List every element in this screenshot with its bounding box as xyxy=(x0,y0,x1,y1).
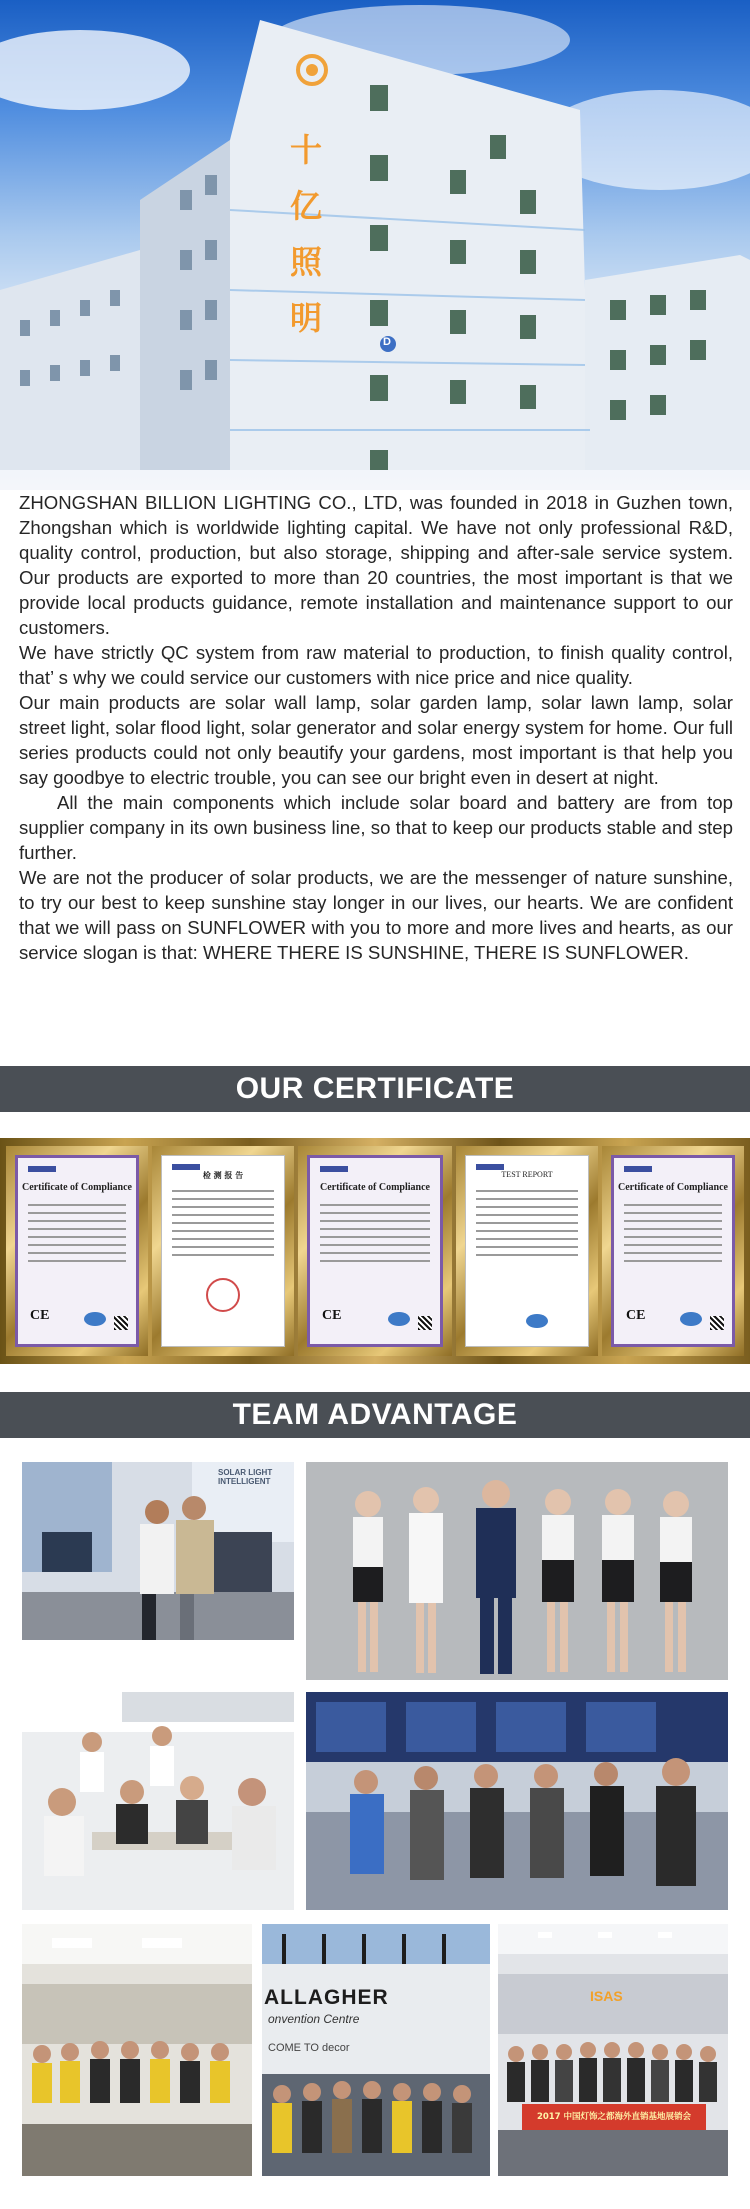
door-letter: D xyxy=(383,336,391,348)
certificate-body xyxy=(320,1204,430,1268)
certificate-body xyxy=(28,1204,126,1268)
certificate-frame xyxy=(6,1146,148,1356)
certificate-gallery xyxy=(0,1138,750,1364)
about-paragraph: ZHONGSHAN BILLION LIGHTING CO., LTD, was founded in 2018 in Guzhen town, Zhongshan which is worldwide lighting capital. We have not only professional R&D, quality control, production, but also storage, shipping and after-sale service system. Our products are exported to more than 20 countries, the most important is that we provide local products guidance, remote installation and maintenance support to our customers. xyxy=(19,492,733,638)
qr-code-icon xyxy=(418,1316,432,1330)
certificate-frame xyxy=(602,1146,744,1356)
seal-icon xyxy=(526,1314,548,1328)
team-photo-customer-meeting xyxy=(22,1692,294,1910)
certificate-title: Certificate of Compliance xyxy=(618,1182,728,1193)
venue-sign-sub: onvention Centre xyxy=(268,2012,360,2026)
sign-char: 十 xyxy=(289,131,322,169)
stamp-icon xyxy=(206,1278,240,1312)
certificate-title: TEST REPORT xyxy=(501,1170,553,1179)
certificate-body xyxy=(476,1190,578,1262)
certificate-body xyxy=(624,1204,722,1268)
certificate-heading: OUR CERTIFICATE xyxy=(0,1066,750,1112)
certificate-frame xyxy=(456,1146,598,1356)
qr-code-icon xyxy=(114,1316,128,1330)
certificate-title: Certificate of Compliance xyxy=(22,1182,132,1193)
sign-char: 明 xyxy=(289,299,322,337)
team-photo-yellow-team xyxy=(22,1924,252,2176)
certificate-document xyxy=(465,1155,589,1347)
exhibition-logo: ISAS xyxy=(590,1988,623,2004)
team-photo-trade-show-crowd xyxy=(306,1692,728,1910)
sign-char: 照 xyxy=(289,243,322,281)
company-description xyxy=(19,490,733,965)
team-photo-overseas-exhibition xyxy=(498,1924,728,2176)
certificate-title: 检 测 报 告 xyxy=(202,1171,244,1180)
logo-icon xyxy=(624,1166,652,1172)
certificate-frame xyxy=(298,1146,452,1356)
booth-sign: SOLAR LIGHT INTELLIGENT xyxy=(218,1468,273,1486)
certificate-body xyxy=(172,1190,274,1262)
logo-icon xyxy=(320,1166,348,1172)
logo-icon xyxy=(28,1166,56,1172)
exhibition-banner: 2017 中国灯饰之都海外直销基地展销会 xyxy=(536,2112,692,2122)
seal-icon xyxy=(84,1312,106,1326)
team-photo-convention-centre xyxy=(262,1924,490,2176)
building-sign xyxy=(288,122,324,346)
ce-mark-icon: CE xyxy=(626,1308,646,1323)
about-paragraph: All the main components which include solar board and battery are from top supplier company in its own business line, so that to keep our products stable and step further. xyxy=(19,792,733,863)
about-paragraph: Our main products are solar wall lamp, solar garden lamp, solar lawn lamp, solar street light, solar flood light, solar generator and solar energy system for home. Our full series products could not only beautify your gardens, most important is that help you say goodbye to electric trouble, you can see our bright even in desert at night. xyxy=(19,692,733,788)
about-paragraph: We are not the producer of solar products, we are the messenger of nature sunshine, to try our best to keep sunshine stay longer in our lives, our hearts. We are confident that we will pass on SUNFLOWER with you to more and more lives and hearts, as our service slogan is that: WHERE THERE IS SUNSHINE, THERE IS SUNFLOWER. xyxy=(19,867,733,963)
certificate-document xyxy=(307,1155,443,1347)
certificate-document xyxy=(611,1155,735,1347)
ce-mark-icon: CE xyxy=(322,1308,342,1323)
certificate-title: Certificate of Compliance xyxy=(320,1182,430,1193)
certificate-document xyxy=(161,1155,285,1347)
team-photo-group-portrait xyxy=(306,1462,728,1680)
about-paragraph: We have strictly QC system from raw material to production, to finish quality control, that’ s why we could service our customers with nice price and nice quality. xyxy=(19,642,733,688)
venue-sign: ALLAGHER xyxy=(264,1986,389,2009)
seal-icon xyxy=(388,1312,410,1326)
sign-char: 亿 xyxy=(289,187,322,225)
certificate-frame xyxy=(152,1146,294,1356)
qr-code-icon xyxy=(710,1316,724,1330)
team-heading: TEAM ADVANTAGE xyxy=(0,1392,750,1438)
venue-partial: COME TO decor xyxy=(268,2042,350,2054)
seal-icon xyxy=(680,1312,702,1326)
team-photo-exhibition-booth xyxy=(22,1462,294,1640)
certificate-document xyxy=(15,1155,139,1347)
ce-mark-icon: CE xyxy=(30,1308,50,1323)
hero-building-image xyxy=(0,0,750,490)
